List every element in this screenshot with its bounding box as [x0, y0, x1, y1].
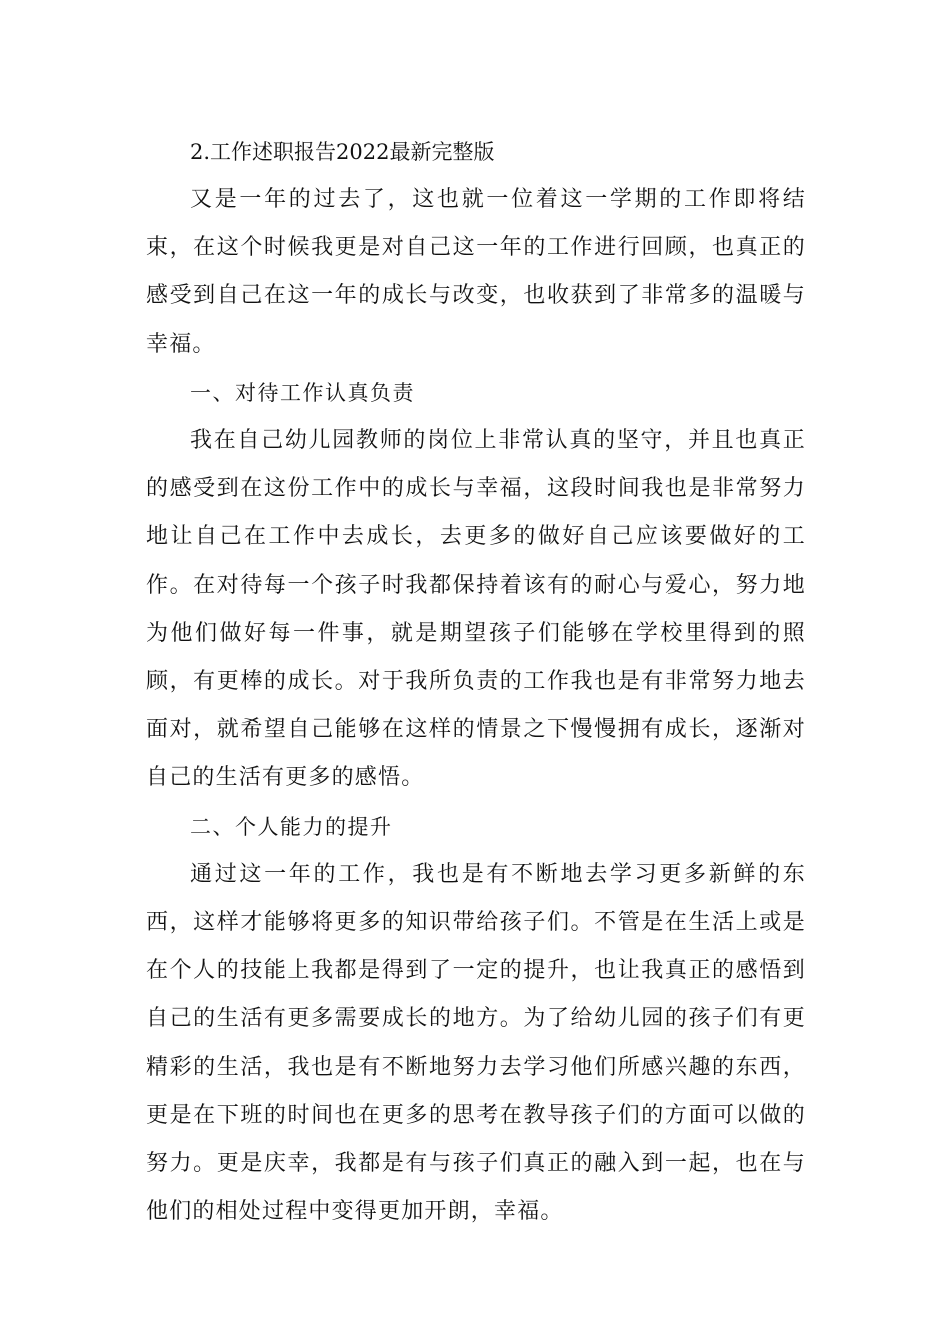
section-1-title: 一、对待工作认真负责 [190, 380, 415, 405]
section-2-paragraph: 通过这一年的工作，我也是有不断地去学习更多新鲜的东西，这样才能够将更多的知识带给孩子们。不管是在生活上或是在个人的技能上我都是得到了一定的提升，也让我真正的感悟到自己的生活有更多需要成长的地方。为了给幼儿园的孩子们有更精彩的生活，我也是有不断地努力去学习他们所感兴趣的东西，更是在下班的时间也在更多的思考在教导孩子们的方面可以做的努力。更是庆幸，我都是有与孩子们真正的融入到一起，也在与他们的相处过程中变得更加开朗，幸福。 [146, 861, 806, 1225]
section-2-title: 二、个人能力的提升 [190, 814, 393, 839]
document-title: 2.工作述职报告2022最新完整版 [190, 140, 495, 164]
document-body [146, 128, 806, 1236]
intro-paragraph: 又是一年的过去了，这也就一位着这一学期的工作即将结束，在这个时候我更是对自己这一年的工作进行回顾，也真正的感受到自己在这一年的成长与改变，也收获到了非常多的温暖与幸福。 [146, 187, 806, 357]
section-1-paragraph: 我在自己幼儿园教师的岗位上非常认真的坚守，并且也真正的感受到在这份工作中的成长与幸福，这段时间我也是非常努力地让自己在工作中去成长，去更多的做好自己应该要做好的工作。在对待每一个孩子时我都保持着该有的耐心与爱心，努力地为他们做好每一件事，就是期望孩子们能够在学校里得到的照顾，有更棒的成长。对于我所负责的工作我也是有非常努力地去面对，就希望自己能够在这样的情景之下慢慢拥有成长，逐渐对自己的生活有更多的感悟。 [146, 428, 806, 791]
